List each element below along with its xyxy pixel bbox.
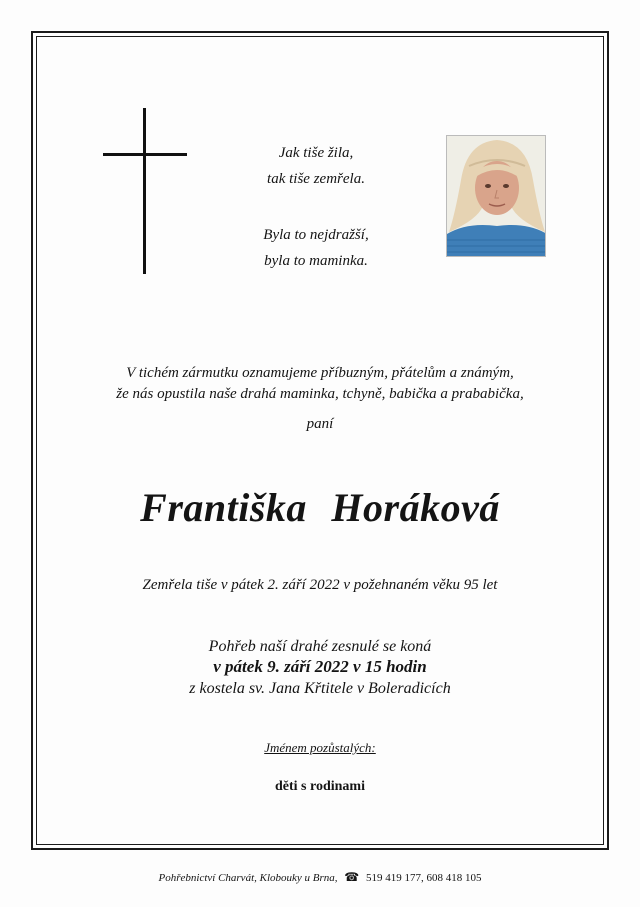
title-pani: paní xyxy=(306,416,334,432)
announcement-line: že nás opustila naše drahá maminka, tchyně, babička a prababička, xyxy=(116,386,524,402)
verse-line: byla to maminka. xyxy=(264,253,368,269)
footer-phones: 519 419 177, 608 418 105 xyxy=(365,872,482,884)
cross-icon xyxy=(143,108,146,274)
phone-icon: ☎ xyxy=(344,870,360,884)
portrait-photo xyxy=(446,135,546,257)
deceased-name: Františka Horáková xyxy=(140,485,500,530)
funeral-place: z kostela sv. Jana Křtitele v Boleradicích xyxy=(189,680,451,697)
mourners-names: děti s rodinami xyxy=(275,779,365,794)
verse-line: Jak tiše žila, xyxy=(278,145,354,161)
cross-icon-bar xyxy=(103,153,187,156)
footer-company: Pohřebnictví Charvát, Klobouky u Brna, xyxy=(158,872,338,884)
verse-line: tak tiše zemřela. xyxy=(267,171,365,187)
verse-second xyxy=(236,222,396,274)
mourners-label xyxy=(40,740,600,756)
announcement xyxy=(40,363,600,405)
verse-first xyxy=(236,140,396,192)
announcement-line: V tichém zármutku oznamujeme příbuzným, přátelům a známým, xyxy=(126,365,514,381)
funeral-line: Pohřeb naší drahé zesnulé se koná xyxy=(208,638,432,655)
death-info: Zemřela tiše v pátek 2. září 2022 v požehnaném věku 95 let xyxy=(142,577,498,593)
footer xyxy=(0,870,640,885)
mourners-label-text: Jménem pozůstalých: xyxy=(264,740,376,755)
verse-line: Byla to nejdražší, xyxy=(263,227,369,243)
funeral-date: v pátek 9. září 2022 v 15 hodin xyxy=(213,657,427,676)
